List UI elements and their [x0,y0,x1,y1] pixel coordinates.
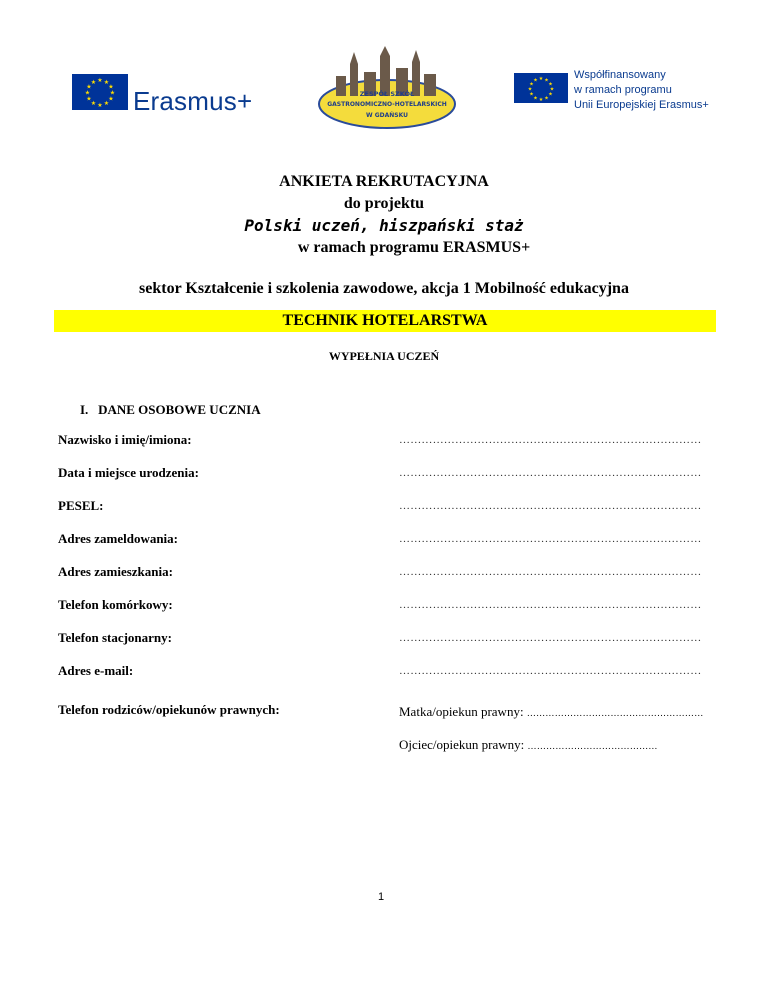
svg-text:★: ★ [97,77,103,84]
svg-text:★: ★ [538,97,544,103]
svg-text:★: ★ [109,89,116,97]
father-input[interactable]: …………………………………… [527,741,658,751]
svg-text:★: ★ [90,79,97,86]
svg-text:W GDAŃSKU: W GDAŃSKU [365,112,409,119]
field-input-landline[interactable]: ……………………………………………………………………… [399,632,702,644]
svg-text:★: ★ [548,91,553,98]
svg-text:★: ★ [103,79,110,86]
section-title: DANE OSOBOWE UCZNIA [98,402,261,417]
field-input-email[interactable]: ……………………………………………………………………… [399,665,702,677]
field-input-birth[interactable]: ……………………………………………………………………… [399,467,702,479]
svg-text:★: ★ [97,102,103,109]
form-title: ANKIETA REKRUTACYJNA [279,173,489,190]
section-heading [80,402,261,418]
svg-text:★: ★ [86,95,92,103]
svg-text:★: ★ [533,77,538,84]
svg-text:★: ★ [538,76,544,82]
eu-flag-cofinanced-icon [514,73,568,103]
field-input-residence-address[interactable]: ……………………………………………………………………… [399,566,702,578]
field-input-pesel[interactable]: ……………………………………………………………………… [399,500,702,512]
eu-stars-small-icon [514,73,568,103]
field-input-mobile[interactable]: ……………………………………………………………………… [399,599,702,611]
svg-text:★: ★ [544,77,549,84]
svg-text:★: ★ [108,95,114,103]
title-line-2: do projektu [343,195,425,212]
field-label-email: Adres e-mail: [58,663,134,678]
field-label-birth: Data i miejsce urodzenia: [58,465,199,480]
svg-text:★: ★ [549,86,555,93]
project-name: Polski uczeń, hiszpański staż [244,216,524,235]
svg-text:★: ★ [84,89,91,97]
svg-text:★: ★ [108,83,114,91]
father-label: Ojciec/opiekun prawny: [399,737,525,752]
eu-stars-icon [72,74,128,110]
field-label-landline: Telefon stacjonarny: [58,630,172,645]
field-label-parents: Telefon rodziców/opiekunów prawnych: [58,702,280,717]
mother-label: Matka/opiekun prawny: [399,704,524,719]
father-line [399,737,658,753]
svg-text:GASTRONOMICZNO-HOTELARSKICH: GASTRONOMICZNO-HOTELARSKICH [327,101,447,108]
field-label-registered-address: Adres zameldowania: [58,531,179,546]
svg-text:★: ★ [548,81,553,88]
mother-line [399,704,704,720]
field-label-name: Nazwisko i imię/imiona: [58,432,192,447]
profession-banner: TECHNIK HOTELARSTWA [54,310,716,332]
eu-flag-icon [72,74,128,110]
svg-text:ZESPÓŁ SZKÓŁ: ZESPÓŁ SZKÓŁ [359,90,415,98]
sector-line: sektor Kształcenie i szkolenia zawodowe, akcja 1 Mobilność edukacyjna [139,280,629,297]
page-number: 1 [378,891,385,903]
program-line: w ramach programu ERASMUS+ [297,239,531,256]
svg-text:★: ★ [90,100,97,107]
svg-text:★: ★ [544,95,549,102]
section-number: I. [80,402,89,417]
field-label-pesel: PESEL: [58,498,104,513]
svg-text:★: ★ [529,91,534,98]
erasmus-logo-text: Erasmus+ [133,86,253,116]
svg-text:★: ★ [86,83,92,91]
mother-input[interactable]: ………………………………………………… [526,708,704,718]
field-input-registered-address[interactable]: ……………………………………………………………………… [399,533,702,545]
school-logo [316,46,458,130]
svg-text:★: ★ [527,86,533,93]
svg-text:★: ★ [533,95,538,102]
fill-by-label: WYPEŁNIA UCZEŃ [328,349,440,363]
cofinanced-text: Współfinansowany w ramach programu Unii Europejskiej Erasmus+ [574,69,709,111]
svg-text:★: ★ [103,100,110,107]
field-label-residence-address: Adres zamieszkania: [58,564,173,579]
field-label-mobile: Telefon komórkowy: [58,597,173,612]
svg-text:★: ★ [529,81,534,88]
field-input-name[interactable]: ……………………………………………………………………… [399,434,702,446]
